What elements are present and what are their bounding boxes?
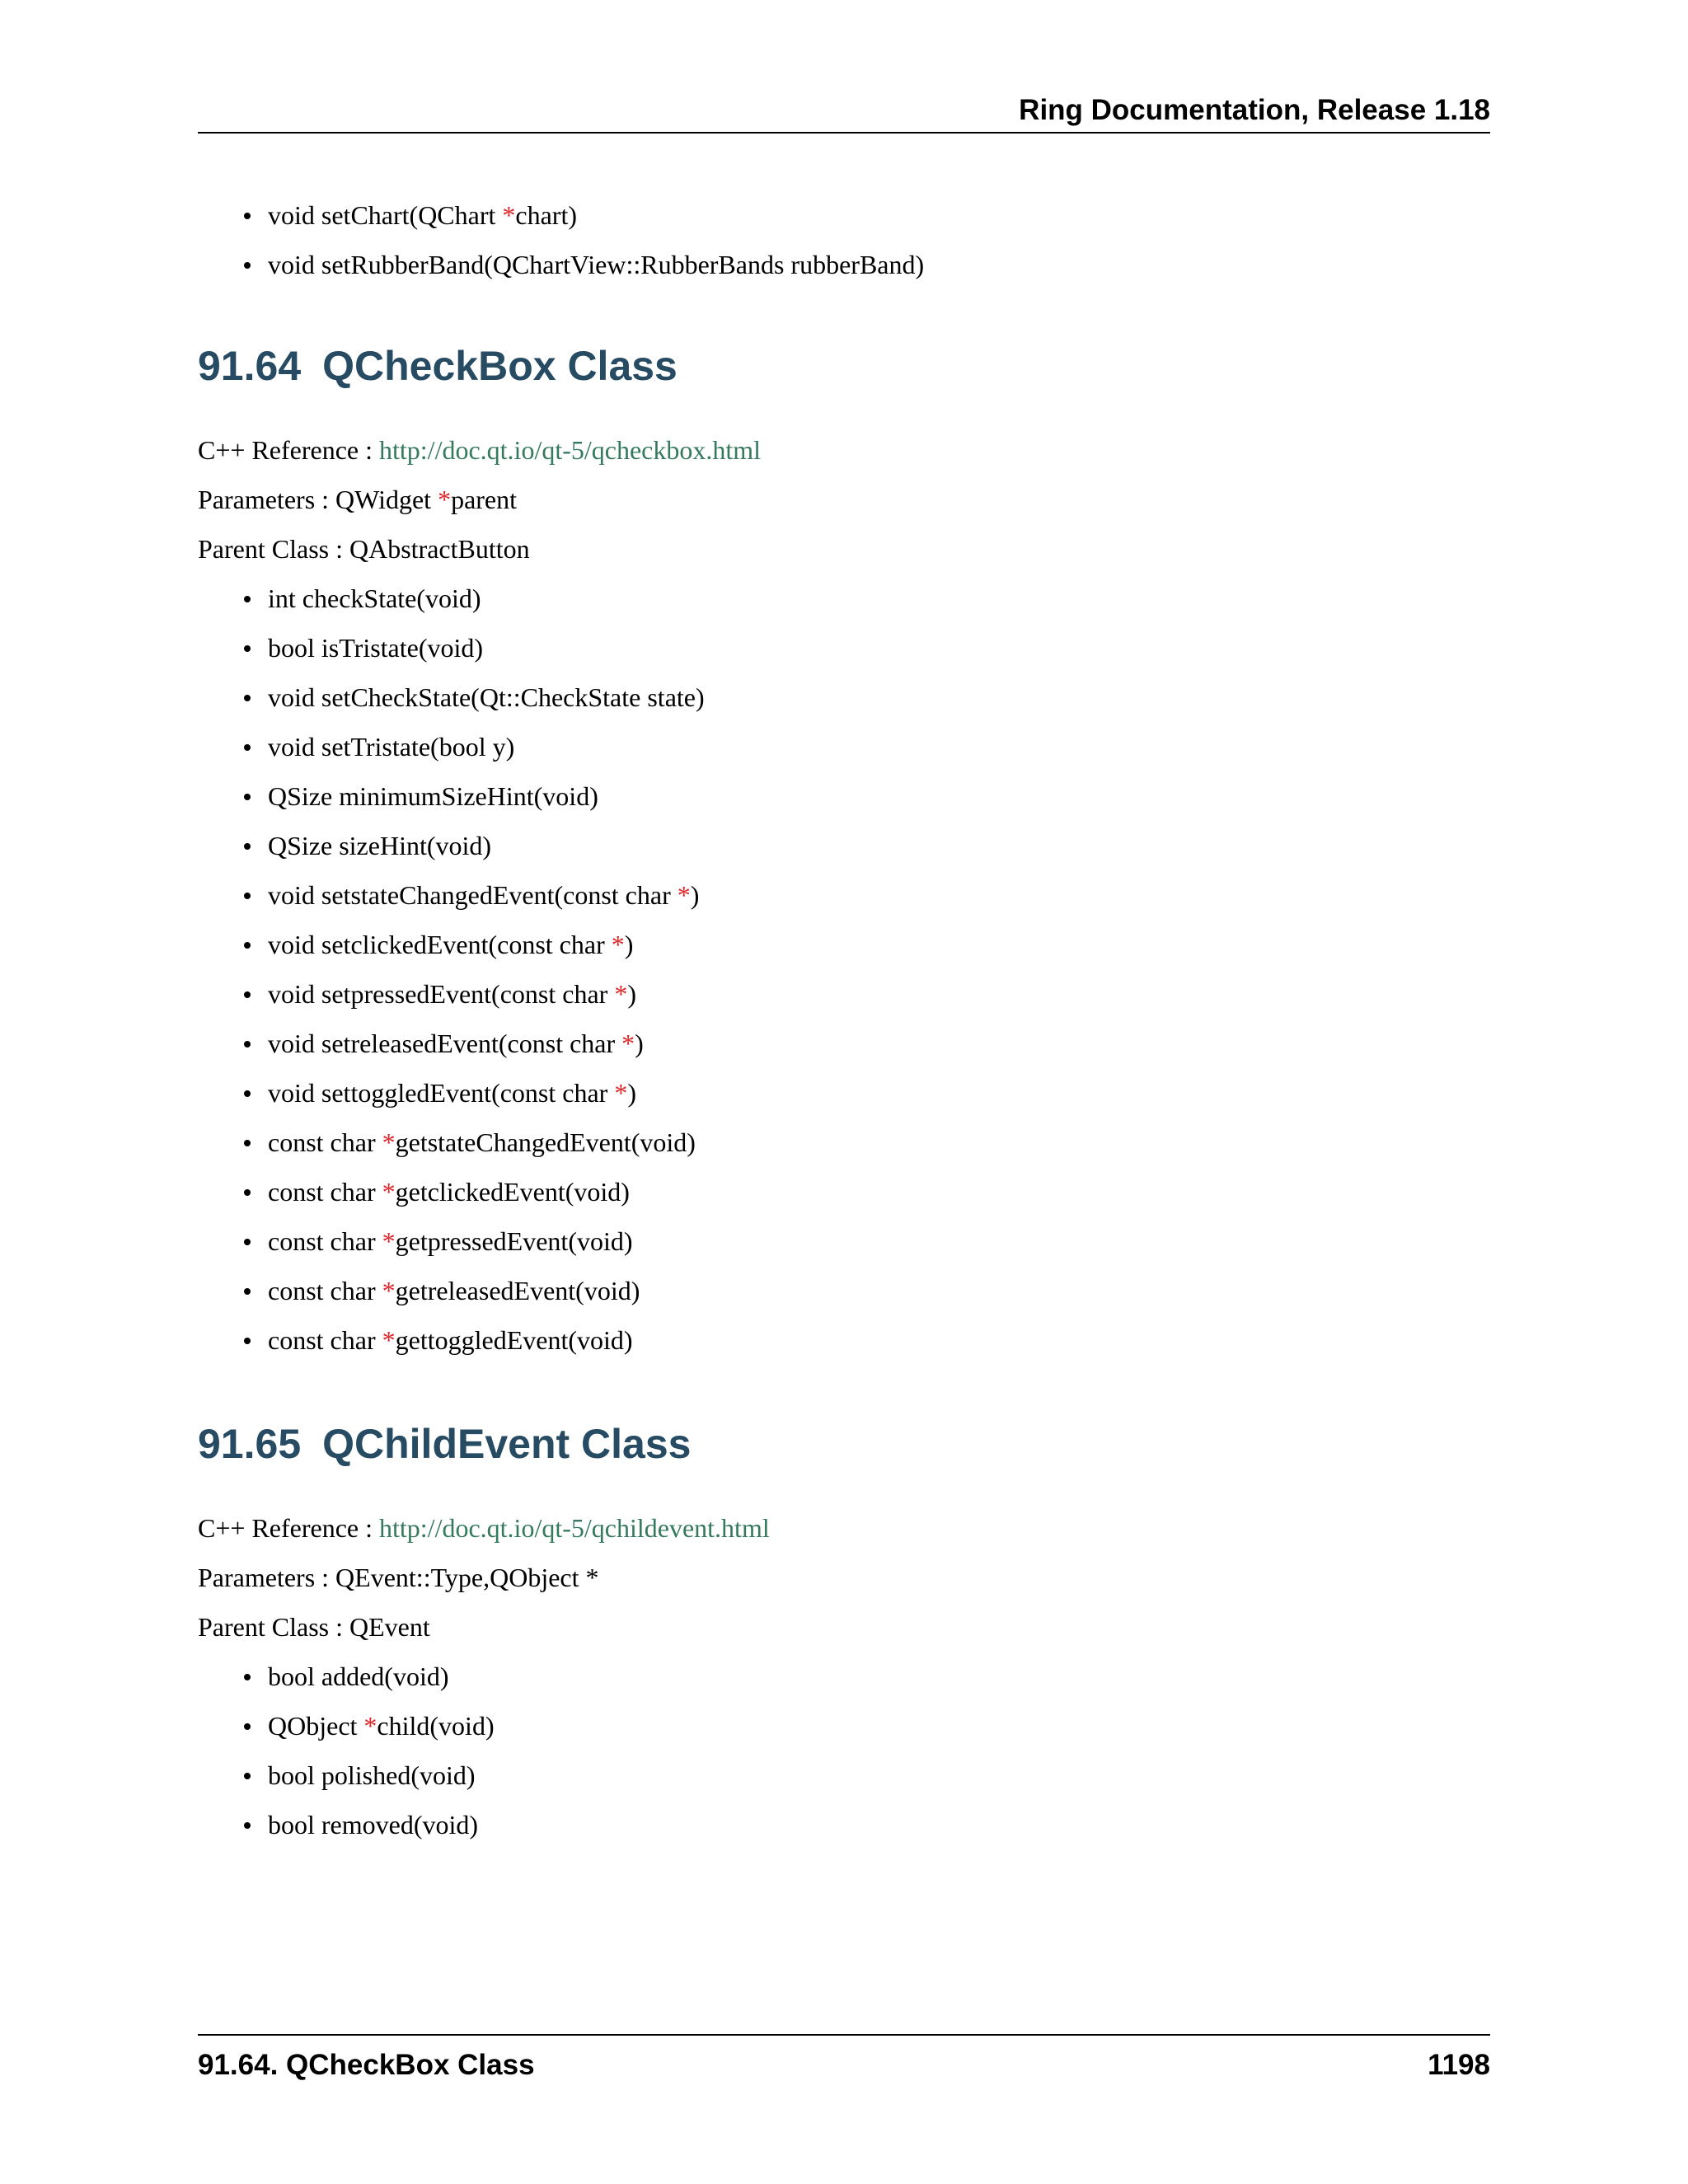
parent-class: Parent Class : QEvent: [198, 1612, 430, 1642]
section-heading-qchildevent: 91.65 QChildEvent Class: [198, 1421, 692, 1467]
list-item: void setRubberBand(QChartView::RubberBands rubberBand): [243, 248, 924, 281]
parameters: Parameters : QWidget *parent: [198, 485, 518, 514]
list-item: const char *getclickedEvent(void): [243, 1175, 705, 1208]
reference-link[interactable]: http://doc.qt.io/qt-5/qchildevent.html: [379, 1513, 770, 1543]
list-item: void settoggledEvent(const char *): [243, 1076, 705, 1109]
reference-link[interactable]: http://doc.qt.io/qt-5/qcheckbox.html: [379, 435, 762, 465]
method-list: [243, 582, 705, 1357]
document-title: Ring Documentation, Release 1.18: [1019, 94, 1490, 126]
method-list: [243, 199, 924, 281]
list-item: QObject *child(void): [243, 1709, 495, 1742]
list-item: void setclickedEvent(const char *): [243, 928, 705, 961]
list-item: void setpressedEvent(const char *): [243, 977, 705, 1010]
list-item: void setTristate(bool y): [243, 730, 705, 763]
list-item: const char *gettoggledEvent(void): [243, 1324, 705, 1357]
list-item: void setChart(QChart *chart): [243, 199, 924, 232]
list-item: bool removed(void): [243, 1808, 495, 1841]
list-item: bool isTristate(void): [243, 631, 705, 664]
cpp-reference: C++ Reference : http://doc.qt.io/qt-5/qchildevent.html: [198, 1513, 770, 1543]
parent-class: Parent Class : QAbstractButton: [198, 534, 530, 564]
list-item: const char *getpressedEvent(void): [243, 1225, 705, 1258]
section-heading-qcheckbox: 91.64 QCheckBox Class: [198, 343, 678, 389]
list-item: bool polished(void): [243, 1759, 495, 1792]
list-item: const char *getstateChangedEvent(void): [243, 1126, 705, 1159]
list-item: void setreleasedEvent(const char *): [243, 1027, 705, 1060]
page-footer: [198, 2034, 1490, 2085]
page-number: 1198: [1428, 2049, 1490, 2081]
list-item: const char *getreleasedEvent(void): [243, 1274, 705, 1307]
list-item: bool added(void): [243, 1660, 495, 1693]
list-item: QSize sizeHint(void): [243, 829, 705, 862]
parameters: Parameters : QEvent::Type,QObject *: [198, 1563, 599, 1592]
list-item: int checkState(void): [243, 582, 705, 615]
page-header: [198, 89, 1490, 134]
footer-section-title: 91.64. QCheckBox Class: [198, 2049, 535, 2081]
list-item: void setstateChangedEvent(const char *): [243, 879, 705, 912]
list-item: void setCheckState(Qt::CheckState state): [243, 681, 705, 714]
list-item: QSize minimumSizeHint(void): [243, 780, 705, 813]
cpp-reference: C++ Reference : http://doc.qt.io/qt-5/qcheckbox.html: [198, 435, 762, 465]
method-list: [243, 1660, 495, 1841]
